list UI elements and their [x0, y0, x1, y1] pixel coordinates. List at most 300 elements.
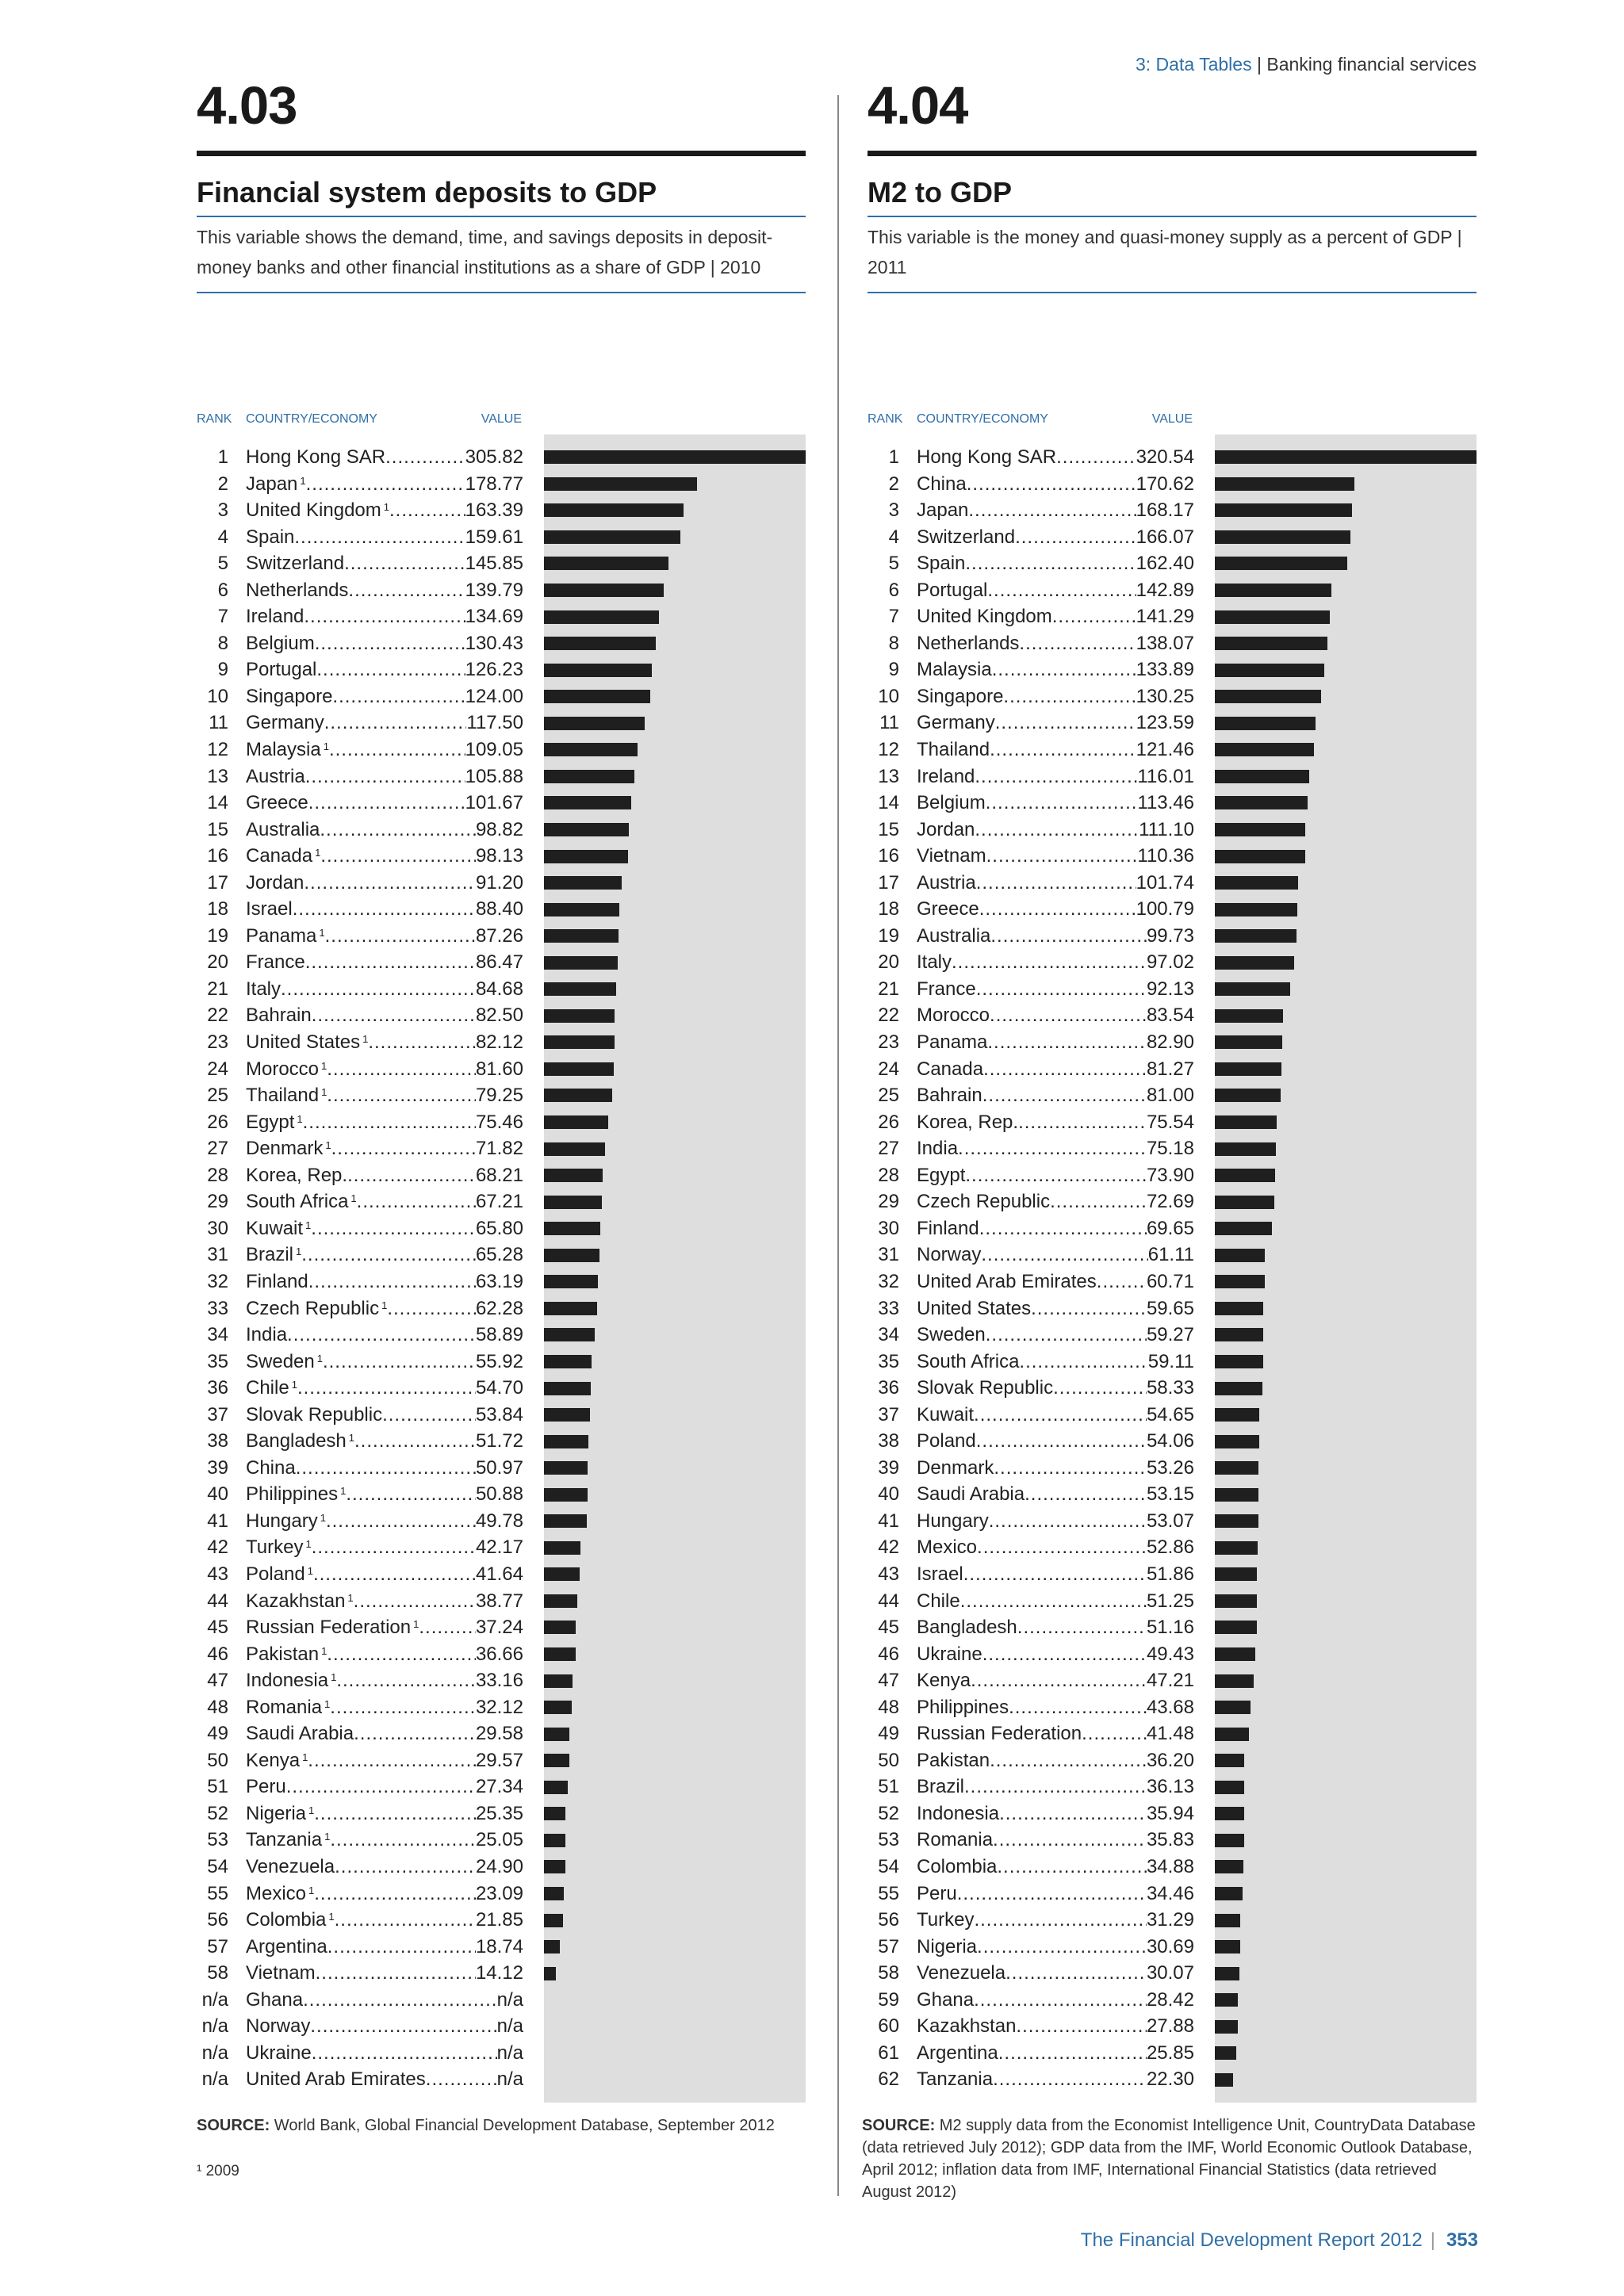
country-cell [917, 1349, 1019, 1376]
country-name: Switzerland [917, 526, 1016, 548]
table-row [197, 497, 806, 524]
rank-cell: 10 [207, 685, 228, 707]
value-cell: 29.57 [475, 1749, 523, 1771]
country-value-leader [917, 1774, 1194, 1800]
value-cell: 51.25 [1146, 1590, 1194, 1612]
country-value-leader [246, 870, 523, 897]
rank-cell: 36 [207, 1377, 228, 1399]
section-label: 3: Data Tables [1135, 54, 1252, 75]
table-row [868, 1295, 1477, 1322]
rank-cell: 17 [207, 871, 228, 894]
dot-leader [308, 1269, 476, 1295]
country-value-leader [917, 1934, 1194, 1961]
table-row [868, 1402, 1477, 1429]
rank-cell: 12 [207, 739, 228, 761]
country-name: Panama [917, 1031, 988, 1054]
rank-cell: 54 [878, 1855, 899, 1877]
table-row [197, 2066, 806, 2093]
dot-leader [967, 471, 1136, 498]
value-cell: 51.86 [1146, 1563, 1194, 1585]
rank-cell: 53 [207, 1829, 228, 1851]
country-cell [917, 1694, 1009, 1721]
country-name: Argentina [917, 2042, 998, 2064]
country-value-leader [917, 1561, 1194, 1588]
table-row [868, 976, 1477, 1003]
table-row [197, 1109, 806, 1136]
dot-leader [976, 870, 1136, 897]
table-row [197, 737, 806, 763]
value-cell: 100.79 [1136, 898, 1194, 920]
country-value-leader [917, 444, 1194, 471]
table-row [197, 2040, 806, 2067]
country-value-leader [246, 1934, 523, 1961]
dot-leader [1031, 1295, 1147, 1322]
rank-cell: 35 [207, 1350, 228, 1372]
country-name: Germany [917, 712, 995, 734]
country-value-leader [246, 1960, 523, 1987]
country-name: Nigeria [246, 1802, 307, 1824]
value-cell: 42.17 [475, 1536, 523, 1559]
country-cell [917, 737, 990, 763]
table-row [868, 870, 1477, 897]
footnote-marker: 1 [348, 1432, 355, 1445]
footnote-marker: 1 [320, 1511, 326, 1524]
country-value-leader [246, 790, 523, 817]
page-footer [1081, 2229, 1478, 2252]
value-cell: 98.13 [475, 845, 523, 867]
country-name: France [246, 951, 305, 974]
dot-leader [968, 497, 1136, 524]
table-row [868, 1508, 1477, 1535]
country-name: France [917, 978, 976, 1000]
dot-leader [974, 1907, 1146, 1934]
country-value-leader [917, 1188, 1194, 1215]
table-row [868, 1987, 1477, 2014]
table-row [197, 1508, 806, 1535]
country-cell [246, 1907, 335, 1934]
country-value-leader [246, 710, 523, 737]
rank-cell: 50 [207, 1749, 228, 1771]
dot-leader [327, 1056, 476, 1083]
value-cell: 130.43 [465, 632, 523, 654]
dot-leader [336, 1667, 476, 1694]
country-value-leader [917, 2066, 1194, 2093]
dot-leader [993, 1827, 1147, 1854]
ranking-list [197, 444, 806, 2093]
report-title: The Financial Development Report 2012 [1080, 2229, 1423, 2251]
country-cell [246, 524, 294, 551]
dot-leader [301, 1242, 476, 1269]
rank-cell: 22 [207, 1004, 228, 1027]
footnote-marker: 1 [340, 1485, 347, 1498]
country-value-leader [246, 1109, 523, 1136]
country-cell [246, 1588, 354, 1615]
description-rule [868, 292, 1477, 293]
country-name: Peru [917, 1882, 957, 1904]
dot-leader [1017, 1614, 1147, 1641]
country-value-leader [246, 1056, 523, 1083]
dot-leader [995, 710, 1136, 737]
country-name: Italy [917, 951, 952, 974]
country-name: Pakistan [917, 1749, 990, 1771]
country-cell [246, 1854, 335, 1881]
country-value-leader [917, 1322, 1194, 1349]
country-name: Ghana [917, 1988, 975, 2011]
value-cell: 53.07 [1146, 1510, 1194, 1532]
country-value-leader [917, 630, 1194, 657]
table-row [868, 1960, 1477, 1987]
value-cell: 87.26 [475, 924, 523, 947]
country-name: Venezuela [246, 1855, 335, 1877]
country-cell [917, 1082, 982, 1109]
value-cell: 30.07 [1146, 1962, 1194, 1984]
country-cell [246, 1960, 316, 1987]
value-cell: 65.28 [475, 1244, 523, 1266]
dot-leader [1015, 524, 1136, 551]
country-value-leader [246, 1375, 523, 1402]
table-row [868, 1481, 1477, 1508]
rank-cell: 15 [207, 818, 228, 840]
footer-separator: | [1430, 2229, 1435, 2251]
rank-cell: 46 [207, 1643, 228, 1665]
country-name: Kazakhstan [917, 2015, 1017, 2038]
rank-cell: 21 [207, 978, 228, 1000]
dot-leader [312, 2040, 497, 2067]
country-name: Turkey [246, 1536, 304, 1559]
country-name: Hungary [917, 1510, 989, 1532]
country-name: Denmark [246, 1138, 324, 1160]
country-value-leader [917, 1614, 1194, 1641]
value-cell: 34.46 [1146, 1882, 1194, 1904]
table-row [868, 1135, 1477, 1162]
dot-leader [344, 550, 465, 577]
country-name: Austria [246, 765, 305, 787]
country-value-leader [246, 817, 523, 844]
rank-cell: 56 [207, 1909, 228, 1931]
country-cell [246, 1694, 330, 1721]
dot-leader [979, 896, 1136, 923]
value-cell: 53.26 [1146, 1456, 1194, 1479]
rank-cell: n/a [201, 2068, 228, 2091]
column-headers [868, 412, 1193, 436]
country-value-leader [246, 550, 523, 577]
value-cell: 18.74 [475, 1935, 523, 1957]
value-cell: 116.01 [1137, 765, 1194, 787]
dot-leader [986, 1322, 1147, 1349]
dot-leader [1056, 444, 1136, 471]
value-cell: 50.88 [475, 1483, 523, 1506]
rank-cell: 62 [878, 2068, 899, 2091]
table-row [868, 1774, 1477, 1800]
dot-leader [960, 1588, 1147, 1615]
country-cell [246, 1428, 354, 1455]
value-cell: 68.21 [475, 1164, 523, 1186]
value-cell: 52.86 [1146, 1536, 1194, 1559]
rank-cell: 48 [207, 1696, 228, 1718]
country-name: South Africa [246, 1191, 349, 1213]
value-cell: n/a [496, 2042, 523, 2064]
rank-cell: 60 [878, 2015, 899, 2038]
country-cell [246, 1774, 286, 1800]
rank-cell: 61 [878, 2042, 899, 2064]
table-row [197, 1800, 806, 1827]
dot-leader [313, 1561, 476, 1588]
table-row [868, 817, 1477, 844]
country-cell [917, 843, 986, 870]
country-cell [917, 976, 976, 1003]
country-value-leader [246, 1694, 523, 1721]
country-value-leader [246, 1162, 523, 1189]
country-value-leader [917, 1455, 1194, 1482]
table-row [197, 524, 806, 551]
country-value-leader [246, 683, 523, 710]
country-name: Norway [246, 2015, 311, 2038]
country-value-leader [246, 1854, 523, 1881]
rank-cell: 13 [207, 765, 228, 787]
dot-leader [329, 737, 465, 763]
rank-cell: 20 [878, 951, 899, 974]
title-rule [197, 216, 806, 217]
footnote-marker: 1 [296, 1246, 302, 1258]
country-name: Canada [917, 1058, 984, 1080]
rank-cell: 7 [217, 606, 228, 628]
dot-leader [316, 1960, 476, 1987]
country-name: Chile [246, 1377, 289, 1399]
footnote-marker: 1 [315, 847, 321, 859]
rank-cell: 55 [878, 1882, 899, 1904]
dot-leader [986, 843, 1138, 870]
country-cell [917, 1402, 974, 1429]
table-row [868, 1029, 1477, 1056]
country-name: Greece [246, 792, 308, 814]
country-name: Egypt [917, 1164, 966, 1186]
dot-leader [975, 763, 1137, 790]
country-name: India [917, 1138, 959, 1160]
rank-cell: 16 [207, 845, 228, 867]
country-value-leader [246, 1481, 523, 1508]
country-cell [246, 1029, 368, 1056]
country-name: Slovak Republic [917, 1377, 1054, 1399]
dot-leader [286, 1774, 476, 1800]
value-cell: 71.82 [475, 1138, 523, 1160]
country-value-leader [917, 1747, 1194, 1774]
value-cell: 34.88 [1146, 1855, 1194, 1877]
value-cell: 168.17 [1136, 499, 1194, 522]
value-cell: 47.21 [1146, 1670, 1194, 1692]
footnote-marker: 1 [324, 1831, 331, 1843]
rank-cell: 52 [207, 1802, 228, 1824]
country-cell [917, 2066, 993, 2093]
topic-label: Banking financial services [1266, 54, 1477, 75]
table-row [197, 1322, 806, 1349]
table-row [197, 1295, 806, 1322]
country-cell [246, 1481, 346, 1508]
country-cell [917, 603, 1052, 630]
country-value-leader [246, 1082, 523, 1109]
country-value-leader [917, 1534, 1194, 1561]
value-cell: 159.61 [465, 526, 523, 548]
value-cell: 73.90 [1146, 1164, 1194, 1186]
country-name: Kenya [246, 1749, 301, 1771]
dot-leader [976, 976, 1147, 1003]
rank-cell: 4 [217, 526, 228, 548]
rank-cell: 39 [207, 1456, 228, 1479]
country-cell [246, 1934, 327, 1961]
table-row [868, 737, 1477, 763]
rank-cell: 28 [207, 1164, 228, 1186]
country-value-leader [917, 471, 1194, 498]
value-cell: 82.90 [1146, 1031, 1194, 1054]
rank-cell: 55 [207, 1882, 228, 1904]
footnote-marker: 1 [331, 1671, 337, 1684]
dot-leader [1082, 1720, 1147, 1747]
table-row [868, 763, 1477, 790]
country-name: Kazakhstan [246, 1590, 346, 1612]
country-cell [246, 1056, 327, 1083]
dot-leader [998, 2040, 1147, 2067]
dot-leader [327, 1082, 476, 1109]
footnote-marker: 1 [328, 1911, 335, 1923]
rank-cell: 24 [207, 1058, 228, 1080]
value-cell: 111.10 [1139, 818, 1194, 840]
value-cell: 69.65 [1146, 1217, 1194, 1239]
country-value-leader [917, 656, 1194, 683]
country-cell [246, 630, 315, 657]
country-name: Finland [917, 1217, 979, 1239]
rank-cell: 38 [878, 1430, 899, 1452]
footnote-marker: 1 [307, 1564, 313, 1577]
value-cell: 170.62 [1136, 473, 1194, 495]
country-name: Singapore [917, 685, 1004, 707]
rank-cell: 3 [217, 499, 228, 522]
dot-leader [1005, 1960, 1147, 1987]
country-name: Colombia [917, 1855, 998, 1877]
country-value-leader [917, 870, 1194, 897]
country-cell [246, 1747, 308, 1774]
rank-cell: 7 [888, 606, 899, 628]
country-name: Poland [246, 1563, 305, 1585]
table-row [868, 603, 1477, 630]
rank-cell: 56 [878, 1909, 899, 1931]
country-cell [917, 1242, 981, 1269]
country-cell [246, 1667, 336, 1694]
value-cell: 75.46 [475, 1111, 523, 1133]
table-row [868, 843, 1477, 870]
country-name: Netherlands [246, 579, 349, 601]
table-row [197, 1481, 806, 1508]
country-value-leader [917, 1109, 1194, 1136]
country-name: Brazil [917, 1776, 965, 1798]
country-name: Tanzania [917, 2068, 994, 2091]
country-cell [917, 1455, 994, 1482]
country-cell [917, 1481, 1025, 1508]
table-row [197, 1455, 806, 1482]
country-cell [917, 2040, 998, 2067]
country-name: Nigeria [917, 1935, 978, 1957]
value-cell: 29.58 [475, 1723, 523, 1745]
country-cell [917, 1322, 986, 1349]
country-name: Philippines [917, 1696, 1009, 1718]
rank-cell: 31 [878, 1244, 899, 1266]
country-value-leader [246, 976, 523, 1003]
table-row [197, 1402, 806, 1429]
country-name: Japan [917, 499, 969, 522]
country-cell [917, 1056, 983, 1083]
country-name: Brazil [246, 1244, 294, 1266]
country-name: Russian Federation [246, 1617, 412, 1639]
country-cell [246, 710, 324, 737]
table-row [868, 1881, 1477, 1908]
dot-leader [993, 2066, 1147, 2093]
country-value-leader [917, 1588, 1194, 1615]
dot-leader [965, 550, 1136, 577]
dot-leader [335, 1907, 476, 1934]
dot-leader [296, 1455, 476, 1482]
rank-cell: 43 [207, 1563, 228, 1585]
rank-cell: 34 [207, 1324, 228, 1346]
country-name: Turkey [917, 1909, 975, 1931]
dot-leader [965, 1162, 1147, 1189]
dot-leader [1016, 2013, 1147, 2040]
country-cell [246, 1402, 382, 1429]
country-cell [917, 1215, 979, 1242]
country-cell [246, 1508, 326, 1535]
value-cell: 139.79 [465, 579, 523, 601]
rank-cell: 23 [878, 1031, 899, 1054]
rank-cell: 31 [207, 1244, 228, 1266]
country-value-leader [917, 1349, 1194, 1376]
country-name: Denmark [917, 1456, 994, 1479]
country-name: Singapore [246, 685, 333, 707]
country-cell [246, 737, 329, 763]
country-name: Austria [917, 871, 976, 894]
table-row [868, 896, 1477, 923]
country-value-leader [246, 2066, 523, 2093]
country-value-leader [917, 524, 1194, 551]
country-value-leader [246, 1269, 523, 1295]
country-name: Ukraine [246, 2042, 312, 2064]
value-cell: 83.54 [1146, 1004, 1194, 1027]
value-cell: 36.20 [1146, 1749, 1194, 1771]
dot-leader [287, 1322, 476, 1349]
table-row [868, 1349, 1477, 1376]
country-name: Indonesia [246, 1670, 329, 1692]
value-cell: 97.02 [1146, 951, 1194, 974]
country-cell [246, 1242, 301, 1269]
value-cell: 141.29 [1136, 606, 1194, 628]
footnote-marker: 1 [300, 474, 306, 487]
table-row [197, 656, 806, 683]
country-cell [917, 630, 1019, 657]
country-value-leader [917, 1667, 1194, 1694]
rank-cell: 44 [878, 1590, 899, 1612]
dot-leader [952, 949, 1147, 976]
dot-leader [994, 1455, 1147, 1482]
country-cell [917, 683, 1003, 710]
country-value-leader [246, 923, 523, 950]
value-cell: 65.80 [475, 1217, 523, 1239]
rank-cell: 6 [888, 579, 899, 601]
country-cell [246, 1534, 312, 1561]
country-value-leader [917, 1987, 1194, 2014]
dot-leader [1019, 1349, 1147, 1376]
value-cell: 133.89 [1136, 659, 1194, 681]
country-cell [246, 1109, 303, 1136]
country-cell [246, 1827, 330, 1854]
dot-leader [975, 817, 1139, 844]
dot-leader [426, 2066, 497, 2093]
source-note-right [862, 2114, 1488, 2203]
